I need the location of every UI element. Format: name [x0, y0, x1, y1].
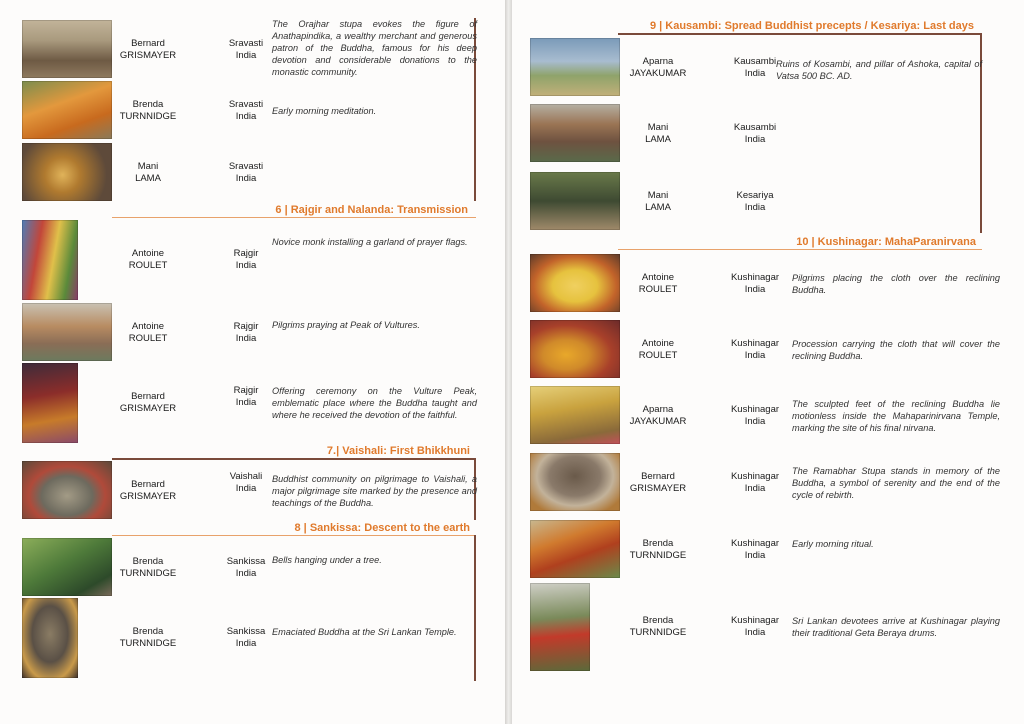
section-title: 9 | Kausambi: Spread Buddhist precepts / Kesariya: Last days: [649, 20, 974, 32]
caption: Bells hanging under a tree.: [272, 555, 382, 565]
photographer: Brenda TURNNIDGE: [119, 99, 177, 122]
caption: Ruins of Kosambi, and pillar of Ashoka, capital of Vatsa 500 BC. AD.: [776, 59, 982, 81]
caption: The Ramabhar Stupa stands in memory of the Buddha, a symbol of serenity and the end of the cycle of rebirth.: [792, 466, 1000, 500]
section-rule: [112, 535, 476, 536]
photographer: Bernard GRISMAYER: [119, 479, 177, 502]
photographer: Brenda TURNNIDGE: [119, 556, 177, 579]
photo-prayer-flags[interactable]: [22, 220, 78, 300]
photographer: Antoine ROULET: [128, 321, 168, 344]
caption: Sri Lankan devotees arrive at Kushinagar playing their traditional Geta Beraya drums.: [792, 616, 1000, 638]
page-fold: [505, 0, 512, 724]
caption: Early morning ritual.: [792, 539, 874, 549]
caption: Early morning meditation.: [272, 106, 377, 116]
photo-brick-ruins[interactable]: [530, 104, 620, 162]
photo-offering-ceremony[interactable]: [22, 363, 78, 443]
photographer: Bernard GRISMAYER: [119, 391, 177, 414]
location: Kushinagar India: [730, 338, 780, 361]
section-rule: [618, 33, 982, 35]
caption: Buddhist community on pilgrimage to Vaishali, a major pilgrimage site marked by the presence and teachings of the Buddha.: [272, 474, 477, 508]
photographer: Brenda TURNNIDGE: [629, 615, 687, 638]
caption: The Orajhar stupa evokes the figure of Anathapindika, a wealthy merchant and generous patron of the Buddha, famous for his deep devotion and considerable donations to the monastic community.: [272, 19, 477, 77]
caption: Pilgrims placing the cloth over the reclining Buddha.: [792, 273, 1000, 295]
photo-drummers[interactable]: [530, 583, 590, 671]
location: Kushinagar India: [730, 615, 780, 638]
location: Rajgir India: [233, 248, 259, 271]
location: Sravasti India: [228, 99, 264, 122]
section-title: 7.| Vaishali: First Bhikkhuni: [326, 445, 470, 457]
location: Vaishali India: [229, 471, 263, 494]
caption: Novice monk installing a garland of prayer flags.: [272, 237, 468, 247]
photographer: Antoine ROULET: [638, 338, 678, 361]
photographer: Mani LAMA: [135, 161, 161, 184]
photographer: Aparna JAYAKUMAR: [629, 404, 687, 427]
caption: Offering ceremony on the Vulture Peak, emblematic place where the Buddha taught and where he received the devotion of the faithful.: [272, 386, 477, 420]
section-rule: [618, 249, 982, 250]
photo-procession-cloth[interactable]: [530, 320, 620, 378]
photographer: Antoine ROULET: [128, 248, 168, 271]
location: Sankissa India: [226, 556, 266, 579]
location: Sravasti India: [228, 161, 264, 184]
section-title: 6 | Rajgir and Nalanda: Transmission: [275, 204, 468, 216]
section-title: 10 | Kushinagar: MahaParanirvana: [796, 236, 976, 248]
right-page: [512, 0, 1024, 724]
location: Kushinagar India: [730, 471, 780, 494]
photo-buddha-feet[interactable]: [530, 386, 620, 444]
location: Kausambi India: [733, 122, 777, 145]
photo-cloth-reclining-buddha[interactable]: [530, 254, 620, 312]
location: Kushinagar India: [730, 404, 780, 427]
location: Kausambi India: [733, 56, 777, 79]
photographer: Mani LAMA: [645, 190, 671, 213]
photo-morning-ritual[interactable]: [530, 520, 620, 578]
location: Sankissa India: [226, 626, 266, 649]
photographer: Mani LAMA: [645, 122, 671, 145]
photo-ramabhar-stupa[interactable]: [530, 453, 620, 511]
photographer: Brenda TURNNIDGE: [629, 538, 687, 561]
photographer: Aparna JAYAKUMAR: [629, 56, 687, 79]
photo-kosambi-ruins[interactable]: [530, 38, 620, 96]
photo-emaciated-buddha[interactable]: [22, 598, 78, 678]
caption: Pilgrims praying at Peak of Vultures.: [272, 320, 420, 330]
location: Kesariya India: [736, 190, 774, 213]
caption: The sculpted feet of the reclining Buddha lie motionless inside the Mahaparinirvana Temple, marking the site of his final nirvana.: [792, 399, 1000, 433]
location: Sravasti India: [228, 38, 264, 61]
section-title: 8 | Sankissa: Descent to the earth: [294, 522, 470, 534]
location: Kushinagar India: [730, 272, 780, 295]
photographer: Brenda TURNNIDGE: [119, 626, 177, 649]
section-rule: [112, 458, 476, 460]
location: Kushinagar India: [730, 538, 780, 561]
photographer: Bernard GRISMAYER: [629, 471, 687, 494]
photographer: Antoine ROULET: [638, 272, 678, 295]
left-page: [0, 0, 508, 724]
caption: Procession carrying the cloth that will cover the reclining Buddha.: [792, 339, 1000, 361]
photographer: Bernard GRISMAYER: [119, 38, 177, 61]
photo-banyan-tree[interactable]: [530, 172, 620, 230]
location: Rajgir India: [233, 321, 259, 344]
location: Rajgir India: [233, 385, 259, 408]
caption: Emaciated Buddha at the Sri Lankan Temple.: [272, 627, 457, 637]
